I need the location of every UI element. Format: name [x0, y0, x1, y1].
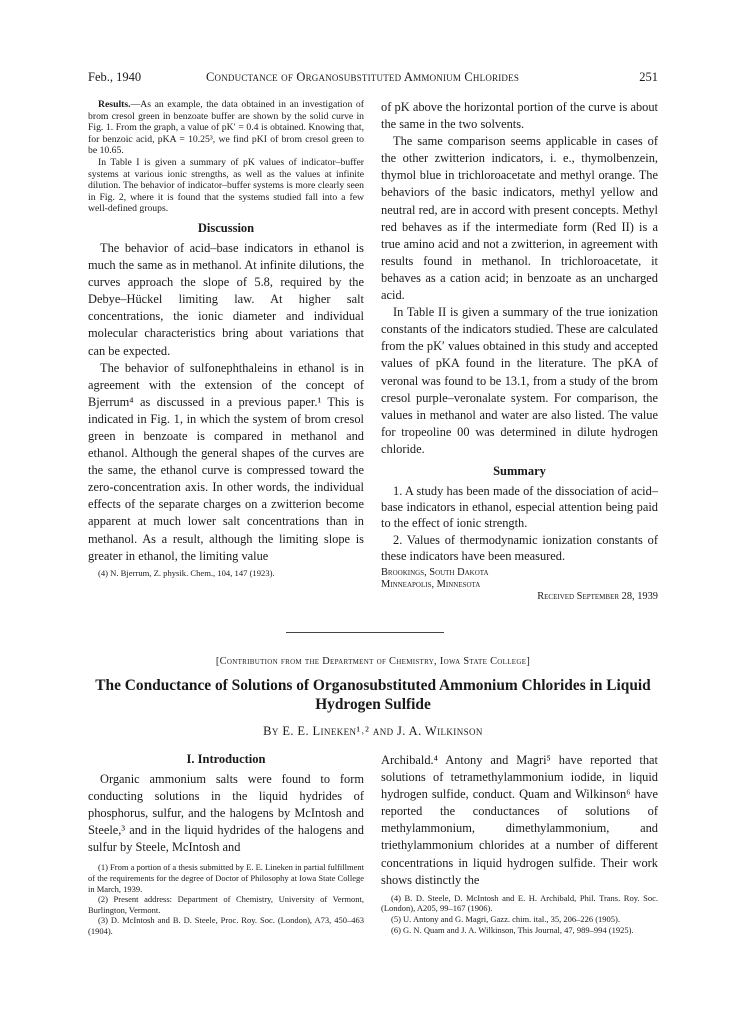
- contribution-note: [Contribution from the Department of Chemistry, Iowa State College]: [215, 656, 531, 667]
- affiliation-brookings: Brookings, South Dakota: [381, 566, 489, 578]
- article-left-column: [88, 752, 364, 937]
- previous-article-right-column: [381, 99, 658, 602]
- table-ii-paragraph: In Table II is given a summary of the true ionization constants of the indicators studied. These are calculated from the pK′ values obtained in this study and accepted values of pKA found in the literature. The pKA of veronal was found to be 13.1, from a study of the brom cresol purple–veronalate system. For comparison, the values in methanol and water are also listed. The value for tropeoline 00 was determined in dilute hydrogen chloride.: [381, 305, 658, 456]
- discussion-heading: Discussion: [197, 220, 255, 235]
- continuation-paragraph: of pK above the horizontal portion of the curve is about the same in the two solvents.: [381, 100, 658, 132]
- header-running-title: Conductance of Organosubstituted Ammonium Chlorides: [206, 70, 520, 84]
- footnote-5: (5) U. Antony and G. Magri, Gazz. chim. ital., 35, 206–226 (1905).: [391, 913, 620, 924]
- header-page-number: 251: [639, 70, 658, 84]
- discussion-paragraph-2: The behavior of sulfonephthaleins in ethanol is in agreement with the extension of the concept of Bjerrum⁴ as discussed in a previous paper.¹ This is indicated in Fig. 1, in which the system of brom cresol green in benzoate is compared in methanol and ethanol. Although the general shapes of the curves are the same, the ethanol curve is compressed toward the zero-concentration axis. In other words, the individual effects of the separate charges on a zwitterion become apparent at much lower salt concentrations than in methanol. As a result, although the limiting slope is greater in ethanol, the limiting value: [88, 360, 364, 563]
- summary-heading: Summary: [493, 463, 546, 478]
- received-date: Received September 28, 1939: [537, 590, 658, 602]
- zwitterion-paragraph: The same comparison seems applicable in cases of the other zwitterion indicators, i. e., thymolbenzein, thymol blue in trichloroacetate and methyl orange. The behaviors of the basic indicators, methyl yellow and neutral red, are in accord with present concepts. Methyl red behaves as if the intermediate form (Red II) is a true amino acid and not a zwitterion, in agreement with results found in methanol. In trichloroacetate, it behaves as a cation acid; in benzoate as an uncharged acid.: [381, 134, 658, 303]
- footnote-6: (6) G. N. Quam and J. A. Wilkinson, This Journal, 47, 989–994 (1925).: [391, 924, 634, 935]
- table-i-paragraph: In Table I is given a summary of pK values of indicator–buffer systems at various ionic strengths, as well as the values at infinite dilution. The behavior of indicator–buffer systems is more clearly seen in Fig. 2, where it is found that the systems studied fall into a few well-defined groups.: [88, 156, 364, 215]
- results-text: —As an example, the data obtained in an investigation of brom cresol green in benzoate buffer are shown by the solid curve in Fig. 1. From the graph, a value of pK′ = 0.4 is obtained. Knowing that, for benzoic acid, pKA = 10.25³, we find pKI of brom cresol green to be 10.65.: [88, 99, 364, 157]
- header-date: Feb., 1940: [88, 70, 142, 84]
- article-right-column: [381, 752, 658, 935]
- article-byline: By E. E. Lineken¹˒² and J. A. Wilkinson: [263, 724, 483, 738]
- article-title: The Conductance of Solutions of Organosubstituted Ammonium Chlorides in Liquid Hydrogen Sulfide: [95, 677, 651, 713]
- summary-item-2: 2. Values of thermodynamic ionization constants of these indicators have been measured.: [381, 532, 658, 563]
- discussion-paragraph-1: The behavior of acid–base indicators in ethanol is much the same as in methanol. At infinite dilutions, the curves approach the slope of 5.8, required by the Debye–Hückel limiting law. At higher salt concentrations, the ionic diameter and individual molecular characteristics bring about variations that can be expected.: [88, 240, 364, 358]
- footnote-bjerrum: (4) N. Bjerrum, Z. physik. Chem., 104, 147 (1923).: [98, 567, 275, 578]
- summary-item-1: 1. A study has been made of the dissociation of acid–base indicators in ethanol, especial attention being paid to the effect of ionic strength.: [381, 483, 658, 531]
- affiliation-minneapolis: Minneapolis, Minnesota: [381, 578, 481, 590]
- footnote-1: (1) From a portion of a thesis submitted by E. E. Lineken in partial fulfillment of the requirements for the degree of Doctor of Philosophy at Iowa State College in March, 1939.: [88, 862, 364, 894]
- introduction-heading: I. Introduction: [186, 752, 266, 766]
- previous-article-left-column: [88, 99, 364, 579]
- introduction-paragraph-start: Organic ammonium salts were found to form conducting solutions in the liquid hydrides of phosphorus, sulfur, and the halogens by McIntosh and Steele,³ and in the liquid hydrides of the halogens and sulfur by Steele, McIntosh and: [88, 772, 364, 855]
- results-lead: Results.: [98, 99, 131, 110]
- article-divider: [286, 632, 444, 633]
- footnote-4: (4) B. D. Steele, D. McIntosh and E. H. Archibald, Phil. Trans. Roy. Soc. (London), A205, 99–167 (1906).: [381, 892, 658, 914]
- footnote-3: (3) D. McIntosh and B. D. Steele, Proc. Roy. Soc. (London), A73, 450–463 (1904).: [88, 915, 364, 937]
- running-header: [88, 70, 658, 88]
- introduction-paragraph-continued: Archibald.⁴ Antony and Magri⁵ have reported that solutions of tetramethylammonium iodide, in liquid hydrogen sulfide, conduct. Quam and Wilkinson⁶ have reported the conductances of solutions of methylammonium, dimethylammonium, and triethylammonium chlorides at a number of different concentrations in liquid hydrogen sulfide. Their work shows distinctly the: [381, 753, 658, 887]
- footnote-2: (2) Present address: Department of Chemistry, University of Vermont, Burlington, Vermont.: [88, 894, 364, 915]
- results-paragraph: [88, 99, 364, 157]
